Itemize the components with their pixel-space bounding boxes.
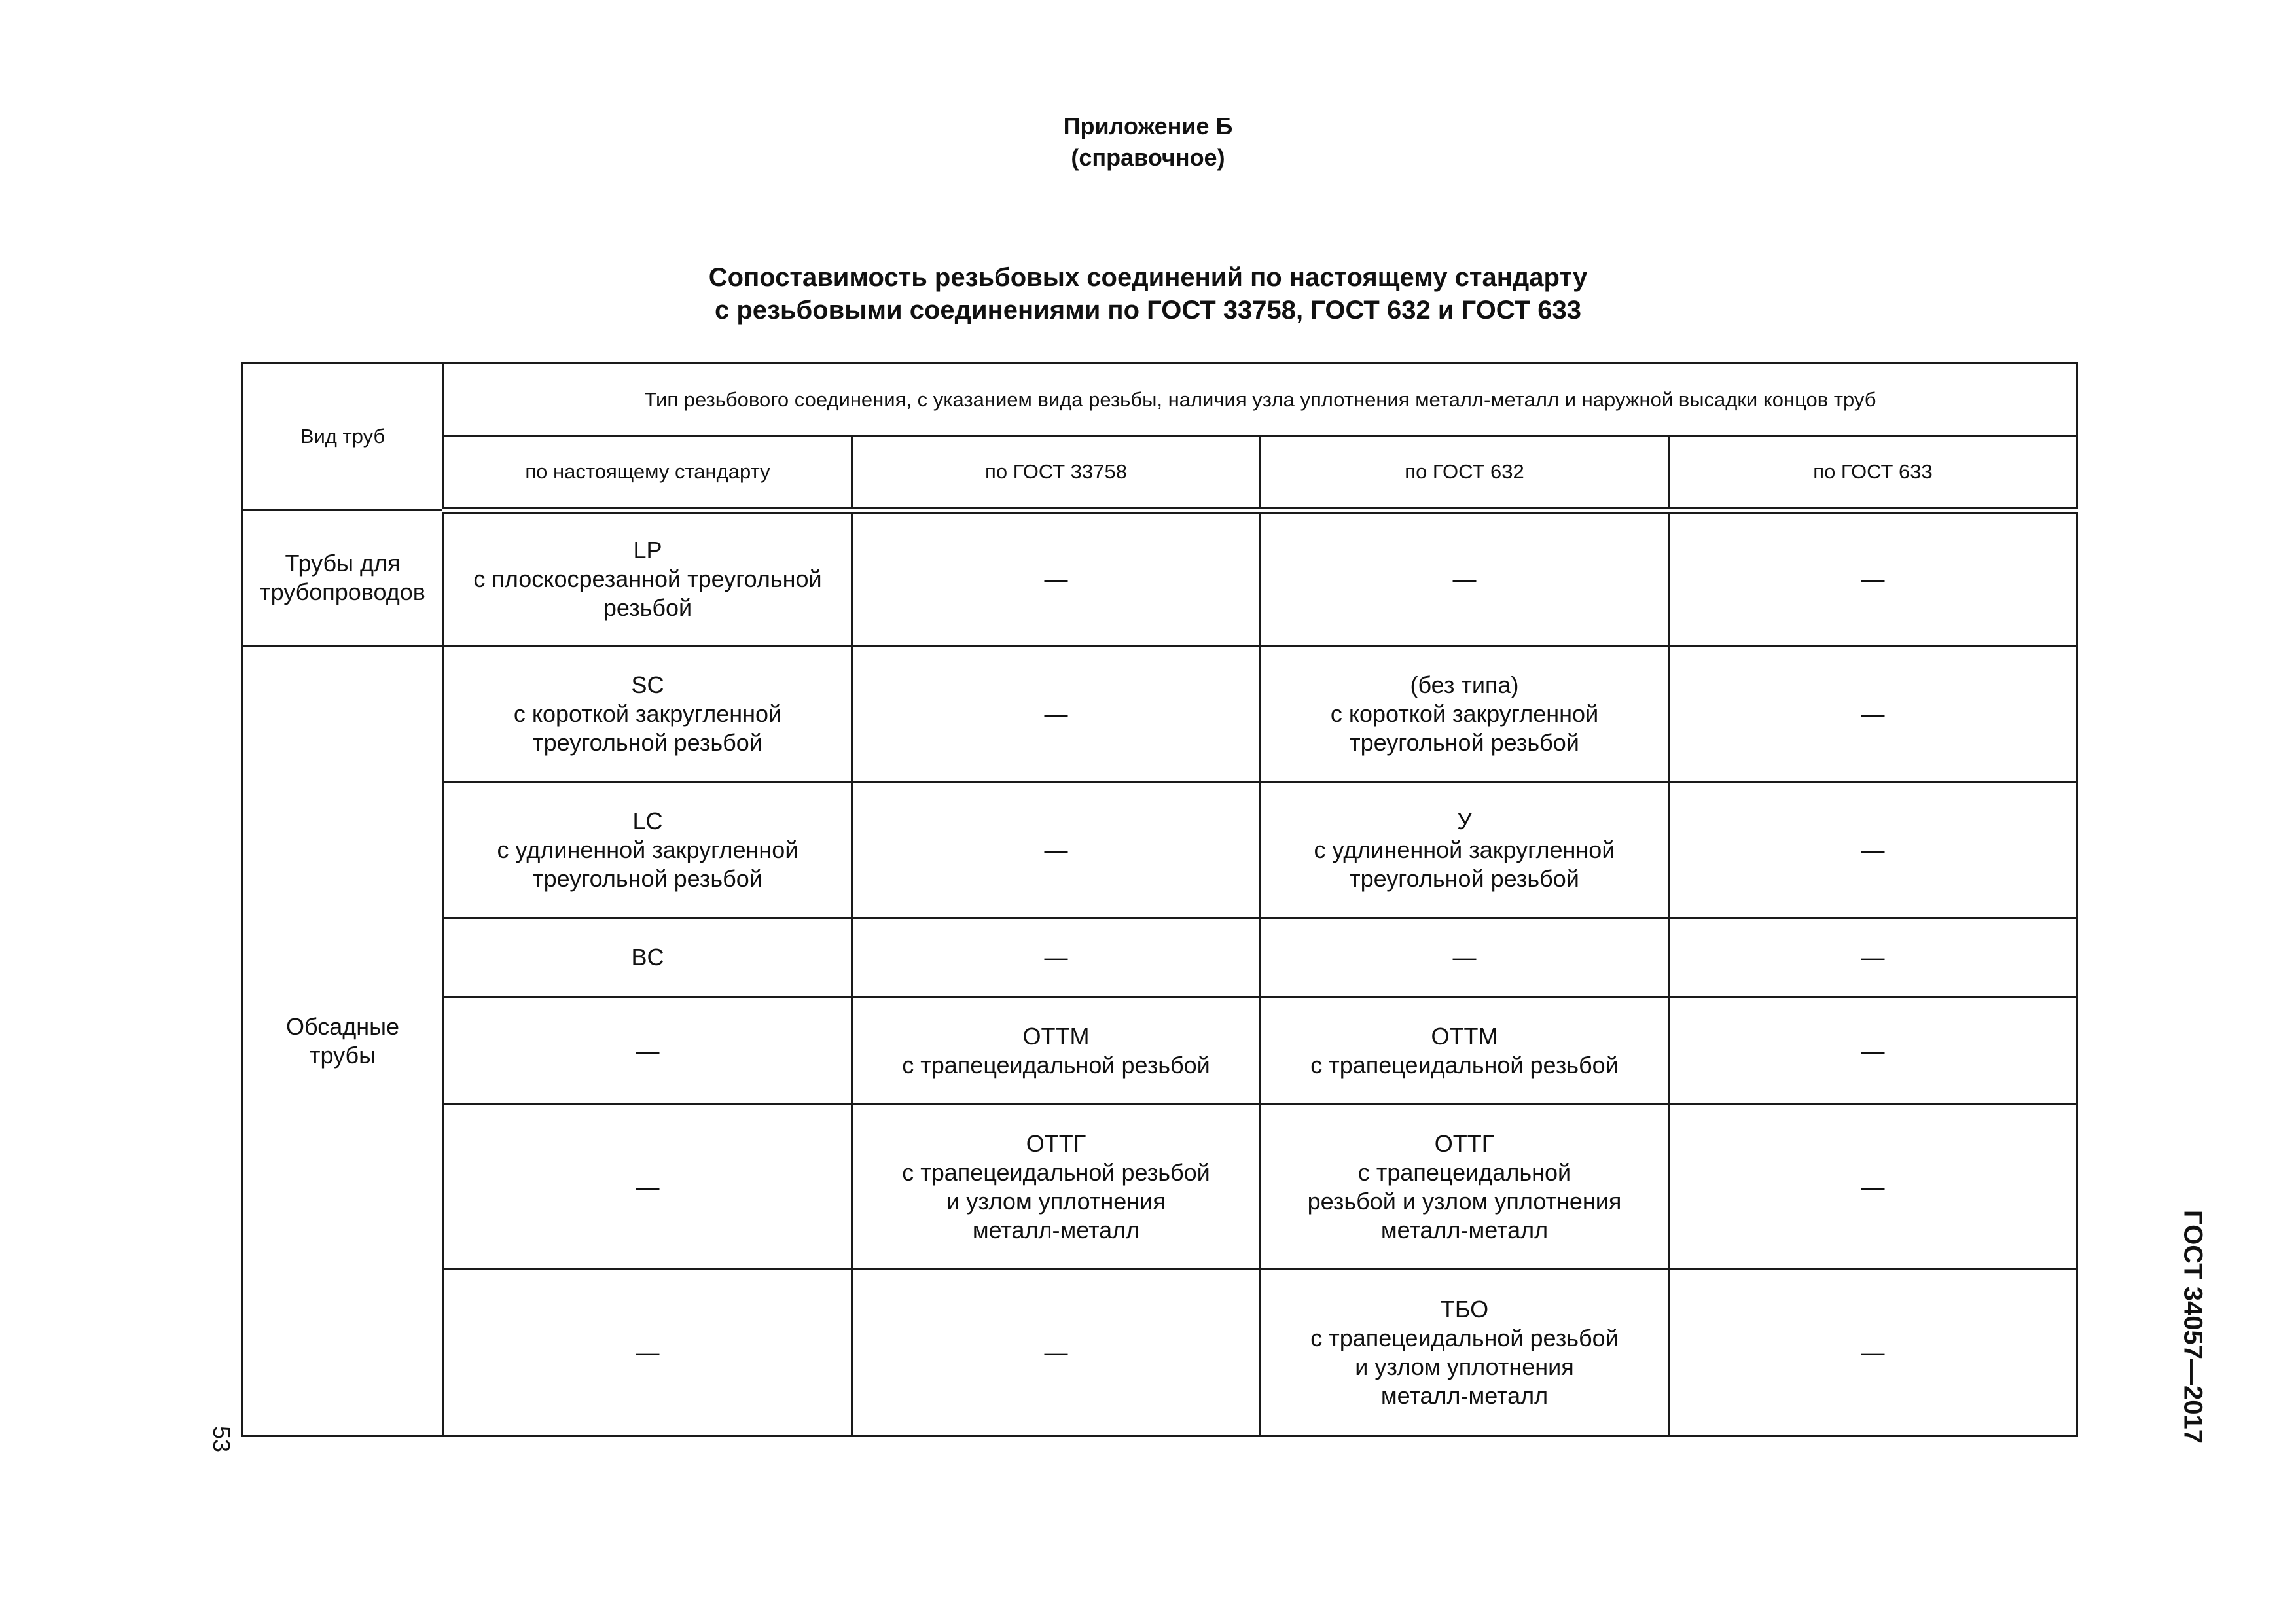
cell-text-line: — [1861, 1339, 1885, 1366]
table-title-line-1: Сопоставимость резьбовых соединений по настоящему стандарту [708, 263, 1588, 292]
cell-text-line: У [1457, 807, 1472, 834]
cell-gost-632 [1261, 1270, 1669, 1436]
cell-text-line: LP [633, 536, 662, 563]
cell-text-line: LC [632, 807, 663, 834]
cell-gost-633 [1669, 1105, 2077, 1270]
cell-text-line: — [1044, 944, 1068, 971]
cell-gost-33758 [852, 782, 1261, 918]
cell-text-line: SC [631, 671, 664, 698]
cell-gost-632 [1261, 997, 1669, 1105]
cell-text-line: резьбой [603, 594, 692, 621]
cell-gost-632 [1261, 646, 1669, 782]
cell-text-line: ОТТМ [1431, 1022, 1498, 1050]
cell-text-line: с короткой закругленной [513, 700, 782, 727]
cell-gost-633 [1669, 1270, 2077, 1436]
cell-gost-33758 [852, 997, 1261, 1105]
cell-text-line: трубопроводов [260, 579, 425, 605]
cell-standard [444, 918, 852, 997]
cell-gost-33758 [852, 1105, 1261, 1270]
cell-text-line: с трапецеидальной резьбой [1310, 1325, 1619, 1351]
cell-text-line: — [636, 1339, 660, 1366]
table-row [242, 510, 2077, 646]
cell-gost-33758 [852, 510, 1261, 646]
header-col-gost-633: по ГОСТ 633 [1669, 437, 2077, 510]
cell-text-line: — [1044, 836, 1068, 863]
table-row [242, 782, 2077, 918]
cell-gost-633 [1669, 918, 2077, 997]
cell-standard [444, 646, 852, 782]
cell-text-line: ОТТМ [1022, 1022, 1090, 1050]
cell-text-line: с трапецеидальной резьбой [902, 1158, 1210, 1186]
appendix-title: Приложение Б [1063, 113, 1233, 139]
cell-text-line: с трапецеидальной [1357, 1158, 1571, 1186]
cell-gost-632 [1261, 782, 1669, 918]
cell-text-line: — [1861, 944, 1885, 971]
cell-text-line: с удлиненной закругленной [1314, 836, 1615, 863]
cell-standard [444, 782, 852, 918]
cell-gost-33758 [852, 646, 1261, 782]
pipe-group-cell [242, 510, 444, 646]
cell-gost-632 [1261, 510, 1669, 646]
cell-gost-632 [1261, 918, 1669, 997]
table-row [242, 1105, 2077, 1270]
cell-standard [444, 1270, 852, 1436]
cell-text-line: — [1044, 700, 1068, 727]
cell-text-line: и узлом уплотнения [1355, 1353, 1574, 1380]
cell-text-line: — [1044, 1339, 1068, 1366]
cell-text-line: с короткой закругленной [1330, 700, 1599, 727]
header-col-gost-632: по ГОСТ 632 [1261, 437, 1669, 510]
cell-text-line: — [1861, 700, 1885, 727]
page-number: 53 [208, 1425, 236, 1453]
table-row [242, 918, 2077, 997]
cell-text-line: и узлом уплотнения [946, 1187, 1166, 1215]
table-title-line-2: с резьбовыми соединениями по ГОСТ 33758, ГОСТ 632 и ГОСТ 633 [715, 296, 1581, 325]
cell-text-line: Обсадные [285, 1012, 400, 1040]
cell-standard [444, 1105, 852, 1270]
cell-text-line: с удлиненной закругленной [497, 836, 798, 863]
table-header-row-2 [242, 437, 2077, 510]
cell-gost-33758 [852, 1270, 1261, 1436]
cell-text-line: BC [631, 944, 664, 971]
table-row [242, 646, 2077, 782]
cell-text-line: ОТТГ [1434, 1130, 1495, 1157]
cell-gost-633 [1669, 782, 2077, 918]
cell-text-line: — [1452, 565, 1477, 592]
header-pipe-kind: Вид труб [242, 363, 444, 510]
cell-text-line: с трапецеидальной резьбой [1310, 1051, 1619, 1079]
cell-text-line: металл-металл [972, 1216, 1140, 1243]
cell-text-line: — [1861, 836, 1885, 863]
header-col-gost-33758: по ГОСТ 33758 [852, 437, 1261, 510]
cell-text-line: резьбой и узлом уплотнения [1307, 1187, 1622, 1215]
cell-standard [444, 997, 852, 1105]
table-row [242, 1270, 2077, 1436]
cell-text-line: треугольной резьбой [1350, 728, 1579, 756]
cell-text-line: — [1452, 944, 1477, 971]
pipe-group-cell [242, 646, 444, 1436]
cell-text-line: ОТТГ [1026, 1130, 1086, 1157]
cell-text-line: — [1044, 565, 1068, 592]
table-header-row-1 [242, 363, 2077, 437]
cell-text-line: металл-металл [1380, 1216, 1549, 1243]
cell-text-line: трубы [309, 1041, 376, 1069]
cell-gost-33758 [852, 918, 1261, 997]
cell-text-line: с трапецеидальной резьбой [902, 1051, 1210, 1079]
cell-text-line: (без типа) [1410, 671, 1519, 698]
cell-text-line: с плоскосрезанной треугольной [473, 565, 822, 592]
cell-text-line: металл-металл [1380, 1382, 1549, 1409]
cell-text-line: — [636, 1037, 660, 1064]
cell-text-line: ТБО [1440, 1296, 1489, 1323]
cell-standard [444, 510, 852, 646]
cell-text-line: — [1861, 565, 1885, 592]
document-code: ГОСТ 34057—2017 [2178, 1210, 2208, 1444]
cell-text-line: Трубы для [285, 550, 401, 577]
cell-gost-633 [1669, 646, 2077, 782]
cell-text-line: треугольной резьбой [533, 865, 762, 892]
header-col-standard: по настоящему стандарту [444, 437, 852, 510]
cell-gost-633 [1669, 510, 2077, 646]
cell-text-line: треугольной резьбой [1350, 865, 1579, 892]
appendix-subtitle: (справочное) [1071, 144, 1225, 171]
cell-text-line: — [1861, 1173, 1885, 1200]
cell-gost-633 [1669, 997, 2077, 1105]
cell-gost-632 [1261, 1105, 1669, 1270]
header-thread-type: Тип резьбового соединения, с указанием вида резьбы, наличия узла уплотнения металл-металл и наружной высадки концов труб [444, 363, 2077, 437]
cell-text-line: — [1861, 1037, 1885, 1064]
cell-text-line: треугольной резьбой [533, 728, 762, 756]
comparison-table [241, 362, 2078, 1437]
table-row [242, 997, 2077, 1105]
cell-text-line: — [636, 1173, 660, 1200]
